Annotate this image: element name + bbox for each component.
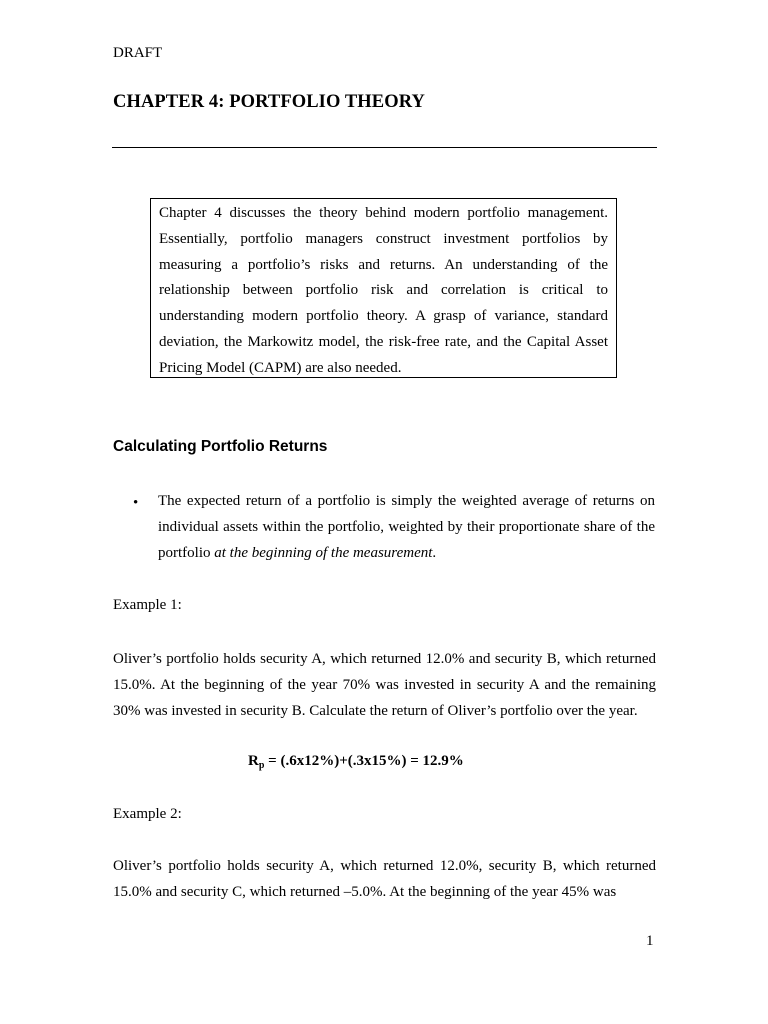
example-1-text: Oliver’s portfolio holds security A, which returned 12.0% and security B, which returned 15.0%. At the beginning of the year 70% was invested in security A and the remaining 30% was invested in security B. Calculate the return of Oliver’s portfolio over the year. [113, 651, 656, 719]
formula-symbol: R [248, 753, 259, 769]
title-divider [112, 147, 657, 148]
section-heading: Calculating Portfolio Returns [113, 438, 328, 455]
example-2-text: Oliver’s portfolio holds security A, which returned 12.0%, security B, which returned 15.0% and security C, which returned –5.0%. At the beginning of the year 45% was [113, 858, 656, 900]
chapter-summary-text: Chapter 4 discusses the theory behind modern portfolio management. Essentially, portfolio managers construct investment portfolios by measuring a portfolio’s risks and returns. An understanding of the relationship between portfolio risk and correlation is critical to understanding modern portfolio theory. A grasp of variance, standard deviation, the Markowitz model, the risk-free rate, and the Capital Asset Pricing Model (CAPM) are also needed. [159, 205, 608, 376]
bullet-text-before: The expected return of a portfolio is simply the weighted average of returns on individual assets within the portfolio, weighted by their proportionate share of the portfolio [158, 493, 655, 561]
example-2-paragraph [113, 853, 656, 905]
example-1-formula [248, 751, 464, 771]
example-1-paragraph [113, 646, 656, 724]
bullet-text-italic: at the beginning of the measurement [214, 545, 433, 561]
bullet-text-after: . [432, 545, 437, 561]
formula-expression: = (.6x12%)+(.3x15%) = 12.9% [264, 753, 464, 769]
draft-label: DRAFT [113, 45, 163, 61]
bullet-paragraph [158, 488, 655, 566]
bullet-icon: • [133, 495, 139, 511]
page-number: 1 [646, 933, 654, 949]
chapter-title: CHAPTER 4: PORTFOLIO THEORY [113, 92, 425, 112]
example-2-label: Example 2: [113, 806, 182, 822]
example-1-label: Example 1: [113, 597, 182, 613]
chapter-summary-box [150, 198, 617, 378]
bullet-item [158, 488, 655, 566]
formula-subscript: p [258, 760, 265, 771]
